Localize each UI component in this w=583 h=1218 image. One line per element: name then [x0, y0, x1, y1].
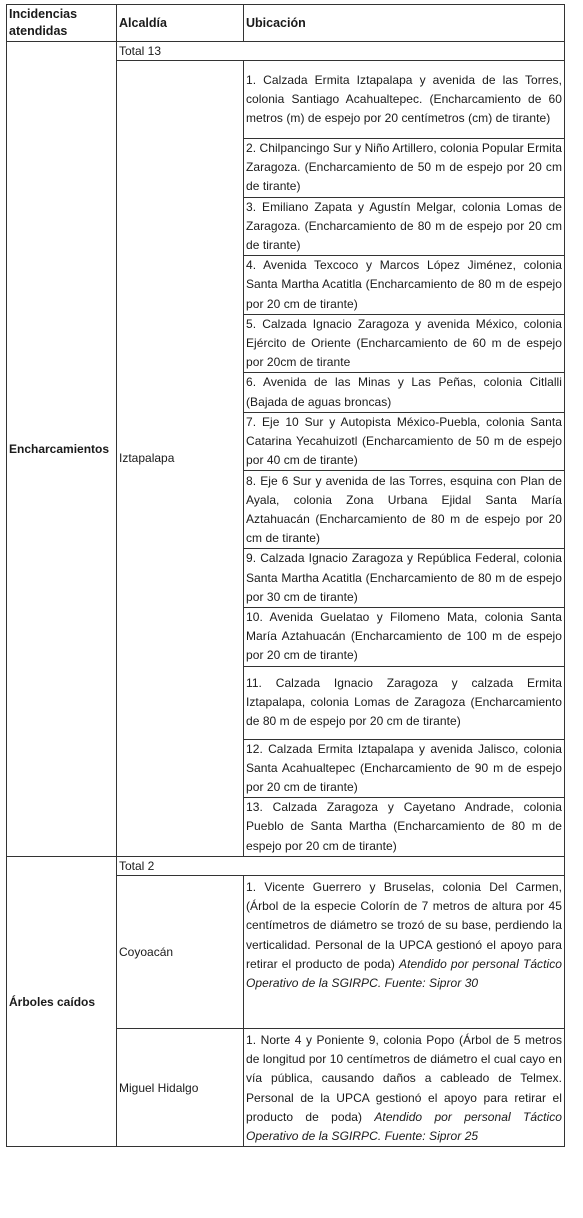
location-item [244, 875, 565, 1028]
header-alcaldia: Alcaldía [117, 5, 244, 42]
location-item: 12. Calzada Ermita Iztapalapa y avenida Jalisco, colonia Santa Acahualtepec (Encharcamiento de 90 m de espejo por 20 cm de tirante) [244, 739, 565, 798]
header-ubicacion: Ubicación [244, 5, 565, 42]
total-encharcamientos: Total 13 [117, 42, 565, 61]
location-item: 2. Chilpancingo Sur y Niño Artillero, colonia Popular Ermita Zaragoza. (Encharcamiento de 50 m de espejo por 20 cm de tirante) [244, 139, 565, 198]
alcaldia-iztapalapa: Iztapalapa [117, 61, 244, 857]
header-incidencias: Incidencias atendidas [7, 5, 117, 42]
header-row [7, 5, 565, 42]
location-item: 8. Eje 6 Sur y avenida de las Torres, esquina con Plan de Ayala, colonia Zona Urbana Ejidal Santa María Aztahuacán (Encharcamiento de 80 m de espejo por 20 cm de tirante) [244, 471, 565, 549]
location-item: 13. Calzada Zaragoza y Cayetano Andrade, colonia Pueblo de Santa Martha (Encharcamiento de 80 m de espejo por 20 cm de tirante) [244, 798, 565, 857]
location-item: 11. Calzada Ignacio Zaragoza y calzada Ermita Iztapalapa, colonia Lomas de Zaragoza (Encharcamiento de 80 m de espejo por 20 cm de tirante) [244, 666, 565, 739]
incidents-table [6, 4, 565, 1147]
location-text: 1. Norte 4 y Poniente 9, colonia Popo (Árbol de 5 metros de longitud por 10 centímetros de diámetro el cual cayo en vía pública, causando daños a cableado de Telmex. Personal de la UPCA gestionó el apoyo para retirar el producto de poda) [246, 1032, 562, 1124]
location-item: 5. Calzada Ignacio Zaragoza y avenida México, colonia Ejército de Oriente (Encharcamiento de 60 m de espejo por 20cm de tirante [244, 314, 565, 373]
encharcamientos-total-row [7, 42, 565, 61]
location-note: Atendido por personal Táctico Operativo de la SGIRPC. Fuente: Sipror 25 [246, 1109, 562, 1143]
location-item: 7. Eje 10 Sur y Autopista México-Puebla, colonia Santa Catarina Yecahuizotl (Encharcamiento de 50 m de espejo por 40 cm de tirante) [244, 412, 565, 471]
location-item [244, 1028, 565, 1146]
location-item: 6. Avenida de las Minas y Las Peñas, colonia Citlalli (Bajada de aguas broncas) [244, 373, 565, 412]
location-item: 3. Emiliano Zapata y Agustín Melgar, colonia Lomas de Zaragoza. (Encharcamiento de 80 m de espejo por 20 cm de tirante) [244, 197, 565, 256]
location-item: 9. Calzada Ignacio Zaragoza y República Federal, colonia Santa Martha Acatitla (Encharcamiento de 80 m de espejo por 30 cm de tirante) [244, 549, 565, 608]
location-item: 1. Calzada Ermita Iztapalapa y avenida de las Torres, colonia Santiago Acahualtepec. (Encharcamiento de 60 metros (m) de espejo por 20 centímetros (cm) de tirante) [244, 61, 565, 139]
alcaldia-miguel-hidalgo: Miguel Hidalgo [117, 1028, 244, 1146]
location-note: Atendido por personal Táctico Operativo de la SGIRPC. Fuente: Sipror 30 [246, 956, 562, 990]
total-arboles: Total 2 [117, 856, 565, 875]
category-encharcamientos: Encharcamientos [7, 42, 117, 857]
location-item: 10. Avenida Guelatao y Filomeno Mata, colonia Santa María Aztahuacán (Encharcamiento de 100 m de espejo por 20 cm de tirante) [244, 608, 565, 667]
arboles-total-row [7, 856, 565, 875]
alcaldia-coyoacan: Coyoacán [117, 875, 244, 1028]
category-arboles-caidos: Árboles caídos [7, 856, 117, 1146]
location-item: 4. Avenida Texcoco y Marcos López Jiménez, colonia Santa Martha Acatitla (Encharcamiento de 80 m de espejo por 20 cm de tirante) [244, 256, 565, 315]
location-text: 1. Vicente Guerrero y Bruselas, colonia Del Carmen, (Árbol de la especie Colorín de 7 metros de altura por 45 centímetros de diámetro se trozó de su base, perdiendo la verticalidad. Personal de la UPCA gestionó el apoyo para retirar el producto de poda) [246, 879, 562, 971]
